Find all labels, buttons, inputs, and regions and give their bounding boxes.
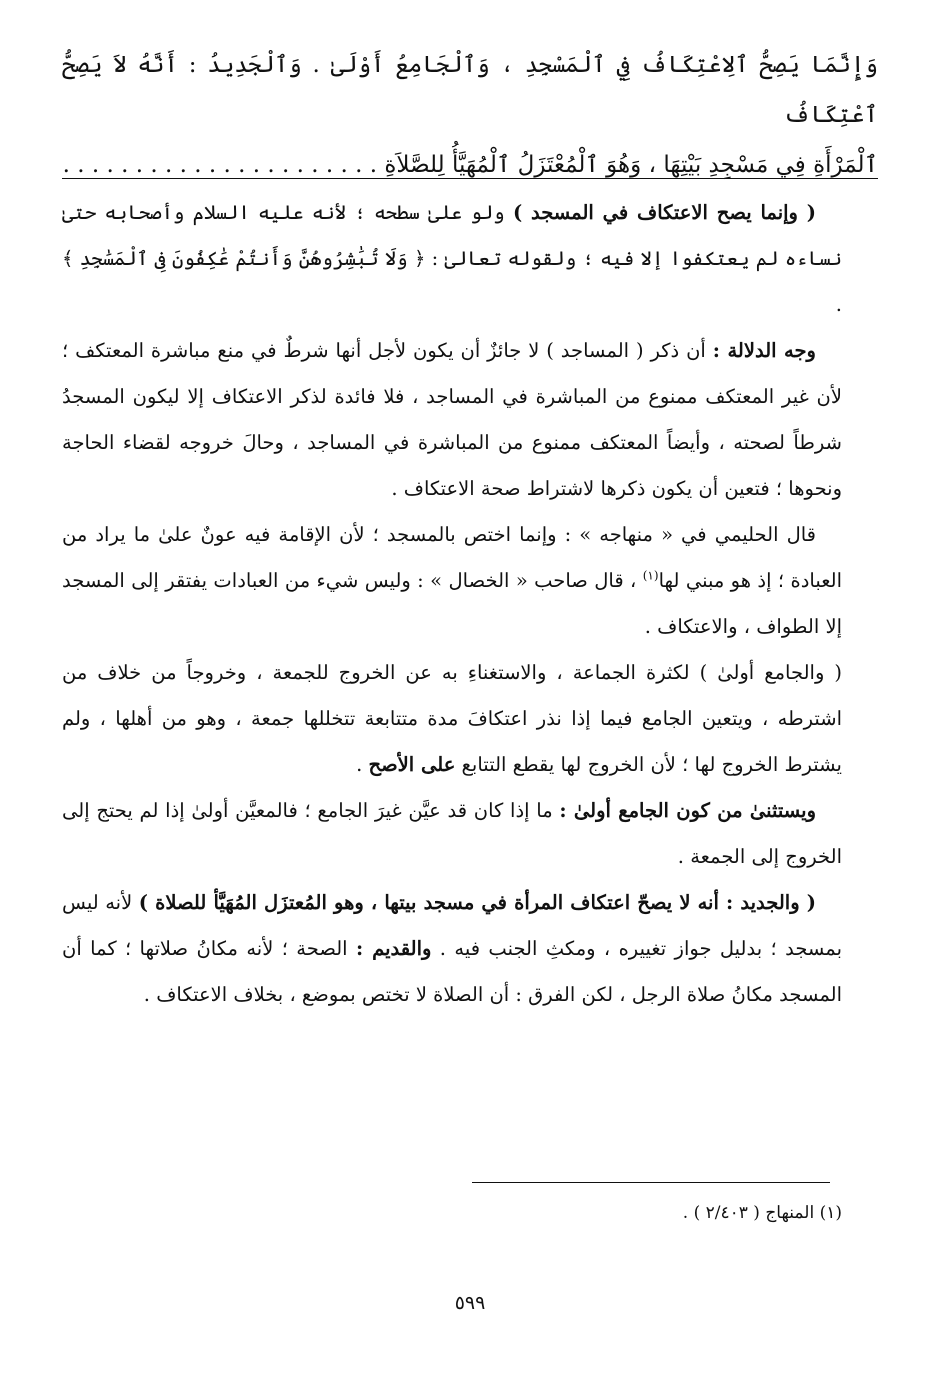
heading-term: وجه الدلالة : (712, 339, 816, 362)
matn-line: وَإِنَّمَا يَصِحُّ ٱلِاعْتِكَافُ فِي ٱلْمَسْجِدِ ، وَٱلْجَامِعُ أَوْلَىٰ . وَٱلْجَدِيدُ : أَنَّهُ لاَ يَصِحُّ ٱعْتِكَافُ (62, 52, 878, 128)
footnote-text: المنهاج ( ٢/٤٠٣ ) . (682, 1203, 815, 1223)
paragraph-text: أن ذكر ( المساجد ) لا جائزٌ أن يكون لأجل أنها شرطٌ في منع مباشرة المعتكف ؛ لأن غير المعتكف ممنوع من المباشرة في المساجد ، فلا فائدة لذكر الاعتكاف إلا ليكون المسجدُ شرطاً لصحته ، وأيضاً المعتكف ممنوع من المباشرة في المساجد ، وحالَ خروجه لقضاء الحاجة ونحوها ؛ فتعين أن يكون ذكرها لاشتراط صحة الاعتكاف . (62, 339, 842, 500)
commentary-paragraph (62, 880, 842, 1018)
commentary-text (62, 190, 842, 1018)
footnote (62, 1198, 842, 1228)
footnote-separator (472, 1182, 830, 1183)
paragraph-text: الصحة ؛ لأنه مكانُ صلاتها ؛ كما أن المسجد مكانُ صلاة الرجل ، لكن الفرق : أن الصلاة لا تختص بموضع ، بخلاف الاعتكاف . (62, 937, 842, 1006)
matn-text (62, 40, 878, 190)
paragraph-text: ولو علىٰ سطحه ؛ لأنه عليه السلام وأصحابه حتىٰ نساءه لم يعتكفوا إلا فيه ؛ ولقوله تعالىٰ : ﴿ وَلَا تُبَٰشِرُوهُنَّ وَأَنتُمْ عَٰكِفُونَ فِى ٱلْمَسَٰجِدِ ﴾ . (62, 201, 842, 316)
footnote-reference[interactable]: (١) (642, 568, 659, 583)
commentary-paragraph (62, 190, 842, 328)
quoted-matn: ( والجديد : أنه لا يصحّ اعتكاف المرأة في مسجد بيتها ، وهو المُعتزَل المُهَيَّأ للصلاة ) (138, 891, 816, 914)
paragraph-text: لكثرة الجماعة ، والاستغناءِ به عن الخروج للجمعة ، وخروجاً من خلاف من اشترطه ، ويتعين الجامع فيما إذا نذر اعتكافَ مدة متتابعة تتخللها جمعة ، وهو من أهلها ، ولم يشترط الخروج لها ؛ لأن الخروج لها يقطع التتابع (62, 661, 842, 776)
matn-line: ٱلْمَرْأَةِ فِي مَسْجِدِ بَيْتِهَا ، وَهُوَ ٱلْمُعْتَزَلُ ٱلْمُهَيَّأُ لِلصَّلاَةِ . . . . . . . . . . . . . . . . . . . . . . (62, 152, 878, 178)
quoted-matn: ( وإنما يصح الاعتكاف في المسجد ) (512, 201, 816, 224)
commentary-paragraph (62, 650, 842, 788)
emphasis-term: والقديم : (355, 937, 432, 960)
emphasis-term: على الأصح (368, 753, 456, 776)
commentary-paragraph (62, 328, 842, 512)
matn-separator (62, 178, 878, 179)
heading-term: ويستثنىٰ من كون الجامع أولىٰ : (559, 799, 816, 822)
paragraph-text: . (356, 753, 369, 776)
paragraph-text: ما إذا كان قد عيَّن غيرَ الجامع ؛ فالمعيَّن أولىٰ إذا لم يحتج إلى الخروج إلى الجمعة . (62, 799, 842, 868)
page-number: ٥٩٩ (454, 1292, 486, 1314)
commentary-paragraph (62, 788, 842, 880)
footnote-number: (١) (819, 1203, 842, 1223)
paragraph-text: لأنه ليس بمسجد ؛ بدليل جواز تغييره ، ومكثِ الجنب فيه . (62, 891, 843, 960)
commentary-paragraph (62, 512, 842, 650)
quoted-matn: ( والجامع أولىٰ ) (699, 661, 842, 684)
paragraph-text: قال الحليمي في « منهاجه » : وإنما اختص بالمسجد ؛ لأن الإقامة فيه عونٌ علىٰ ما يراد من العبادة ؛ إذ هو مبني لها (62, 523, 842, 592)
paragraph-text: ، قال صاحب « الخصال » : وليس شيء من العبادات يفتقر إلى المسجد إلا الطواف ، والاعتكاف . (62, 569, 842, 638)
